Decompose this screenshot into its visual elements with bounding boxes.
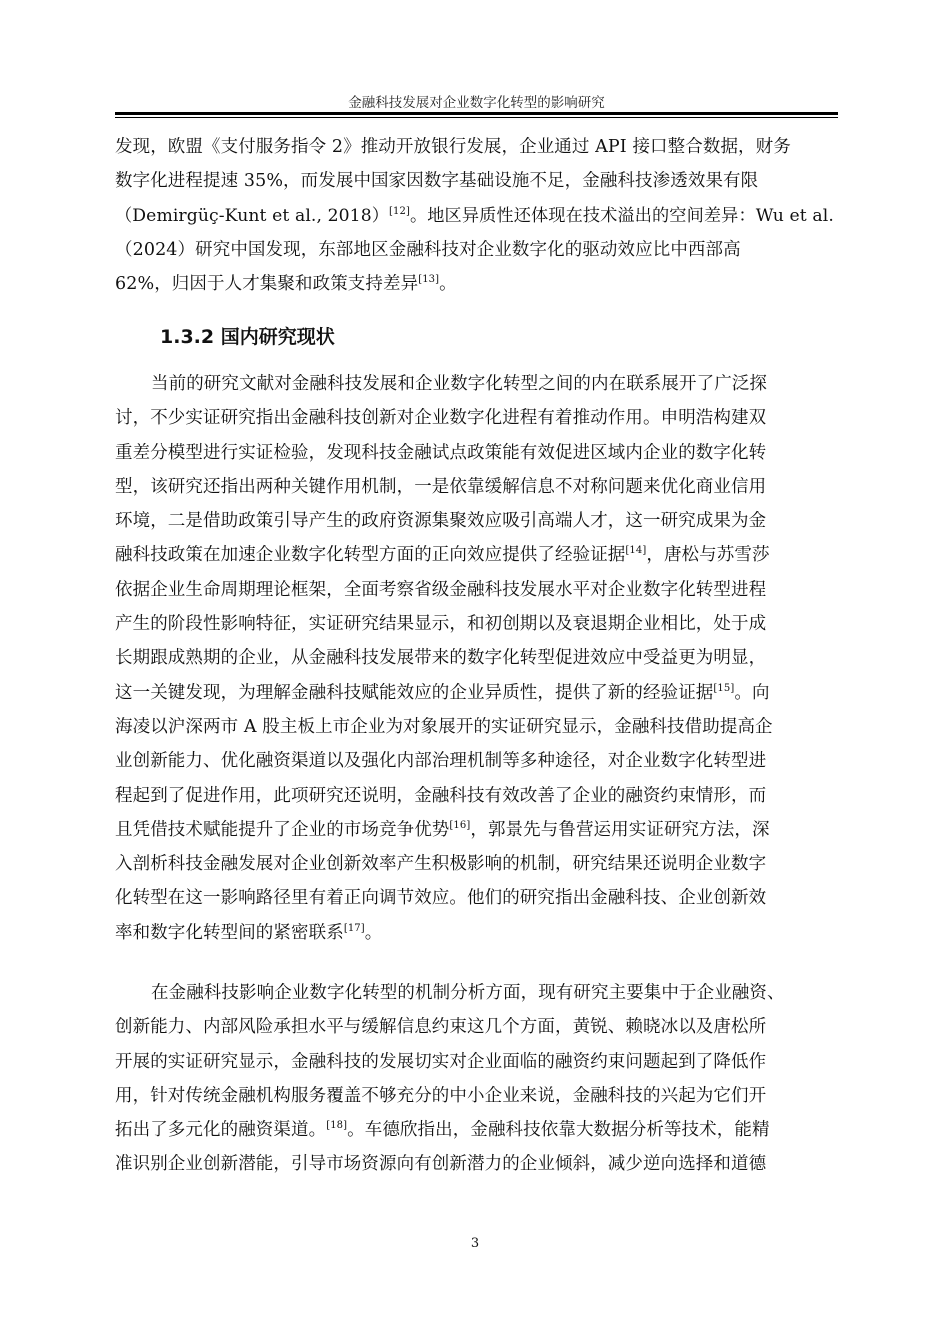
text-line: 依据企业生命周期理论框架，全面考察省级金融科技发展水平对企业数字化转型进程 — [115, 579, 767, 600]
text-line: （Demirgüç-Kunt et al., 2018）[12]。地区异质性还体现在技术溢出的空间差异：Wu et al. — [115, 205, 834, 226]
page-number: 3 — [470, 1236, 480, 1251]
citation: [12] — [389, 205, 410, 217]
text-line: 海凌以沪深两市 A 股主板上市企业为对象展开的实证研究显示，金融科技借助提高企 — [115, 716, 773, 737]
citation: [17] — [343, 922, 365, 934]
paragraph-1 — [115, 130, 838, 301]
text-line: 长期跟成熟期的企业，从金融科技发展带来的数字化转型促进效应中受益更为明显， — [115, 648, 767, 669]
text-line: 开展的实证研究显示，金融科技的发展切实对企业面临的融资约束问题起到了降低作 — [115, 1051, 767, 1072]
citation: [16] — [449, 819, 471, 831]
text-line: （2024）研究中国发现，东部地区金融科技对企业数字化的驱动效应比中西部高 — [115, 239, 741, 260]
text-line: 讨，不少实证研究指出金融科技创新对企业数字化进程有着推动作用。申明浩构建双 — [115, 408, 767, 429]
header-rule-thin — [115, 117, 838, 118]
text-line: 准识别企业创新潜能，引导市场资源向有创新潜力的企业倾斜，减少逆向选择和道德 — [115, 1154, 767, 1175]
text-line: 融科技政策在加速企业数字化转型方面的正向效应提供了经验证据[14]，唐松与苏雪莎 — [115, 545, 770, 566]
text-line: 业创新能力、优化融资渠道以及强化内部治理机制等多种途径，对企业数字化转型进 — [115, 751, 767, 772]
text-line: 程起到了促进作用，此项研究还说明，金融科技有效改善了企业的融资约束情形，而 — [115, 785, 767, 806]
text-line: 数字化进程提速 35%，而发展中国家因数字基础设施不足，金融科技渗透效果有限 — [115, 171, 759, 192]
text-line: 产生的阶段性影响特征，实证研究结果显示，和初创期以及衰退期企业相比，处于成 — [115, 614, 767, 635]
text-line: 当前的研究文献对金融科技发展和企业数字化转型之间的内在联系展开了广泛探 — [151, 374, 767, 394]
section-heading: 1.3.2 国内研究现状 — [160, 326, 335, 348]
header-rule-thick — [115, 112, 838, 115]
text-line: 62%，归因于人才集聚和政策支持差异[13]。 — [115, 274, 457, 295]
text-line: 环境，二是借助政策引导产生的政府资源集聚效应吸引高端人才，这一研究成果为金 — [115, 511, 767, 532]
text-line: 重差分模型进行实证检验，发现科技金融试点政策能有效促进区域内企业的数字化转 — [115, 442, 767, 463]
text-line: 拓出了多元化的融资渠道。[18]。车德欣指出，金融科技依靠大数据分析等技术，能精 — [115, 1120, 770, 1141]
running-header: 金融科技发展对企业数字化转型的影响研究 — [348, 95, 605, 111]
text-line: 在金融科技影响企业数字化转型的机制分析方面，现有研究主要集中于企业融资、 — [151, 983, 785, 1003]
text-line: 入剖析科技金融发展对企业创新效率产生积极影响的机制，研究结果还说明企业数字 — [115, 854, 767, 875]
text-line: 型，该研究还指出两种关键作用机制，一是依靠缓解信息不对称问题来优化商业信用 — [115, 476, 767, 497]
text-line: 化转型在这一影响路径里有着正向调节效应。他们的研究指出金融科技、企业创新效 — [115, 888, 767, 909]
citation: [15] — [713, 682, 735, 694]
text-line: 创新能力、内部风险承担水平与缓解信息约束这几个方面，黄锐、赖晓冰以及唐松所 — [115, 1017, 767, 1038]
citation: [18] — [326, 1120, 348, 1132]
text-line: 用，针对传统金融机构服务覆盖不够充分的中小企业来说，金融科技的兴起为它们开 — [115, 1085, 767, 1106]
text-line: 这一关键发现，为理解金融科技赋能效应的企业异质性，提供了新的经验证据[15]。向 — [115, 682, 770, 703]
citation: [13] — [418, 274, 440, 286]
text-line: 且凭借技术赋能提升了企业的市场竞争优势[16]，郭景先与鲁营运用实证研究方法，深 — [115, 819, 770, 840]
citation: [14] — [625, 545, 647, 557]
paragraph-3 — [115, 976, 838, 1182]
text-line: 率和数字化转型间的紧密联系[17]。 — [115, 922, 383, 943]
paragraph-2 — [115, 367, 838, 950]
text-line: 发现，欧盟《支付服务指令 2》推动开放银行发展，企业通过 API 接口整合数据，财务 — [115, 137, 791, 157]
